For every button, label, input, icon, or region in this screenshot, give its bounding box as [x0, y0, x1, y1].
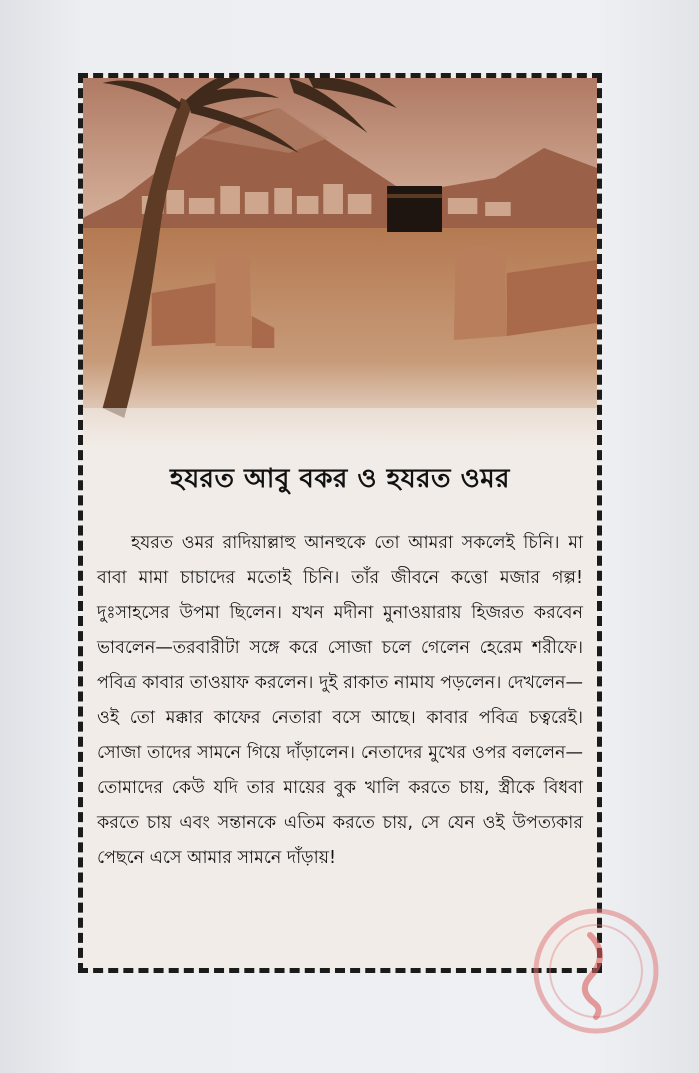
- kaaba-landscape-illustration: [83, 78, 597, 448]
- article-body: হযরত ওমর রাদিয়াল্লাহু আনহুকে তো আমরা সকলেই চিনি। মা বাবা মামা চাচাদের মতোই চিনি। তাঁর জীবনে কত্তো মজার গল্প! দুঃসাহসের উপমা ছিলেন। যখন মদীনা মুনাওয়ারায় হিজরত করবেন ভাবলেন—তরবারীটা সঙ্গে করে সোজা চলে গেলেন হেরেম শরীফে। পবিত্র কাবার তাওয়াফ করলেন। দুই রাকাত নামায পড়লেন। দেখলেন—ওই তো মক্কার কাফের নেতারা বসে আছে। কাবার পবিত্র চত্বরেই। সোজা তাদের সামনে গিয়ে দাঁড়ালেন। নেতাদের মুখের ওপর বললেন—তোমাদের কেউ যদি তার মায়ের বুক খালি করতে চায়, স্ত্রীকে বিধবা করতে চায় এবং সন্তানকে এতিম করতে চায়, সে যেন ওই উপত্যকার পেছনে এসে আমার সামনে দাঁড়ায়!: [97, 533, 583, 868]
- publisher-seal-icon: [530, 905, 662, 1037]
- article-frame: [78, 73, 602, 973]
- article-title: হযরত আবু বকর ও হযরত ওমর: [170, 464, 510, 494]
